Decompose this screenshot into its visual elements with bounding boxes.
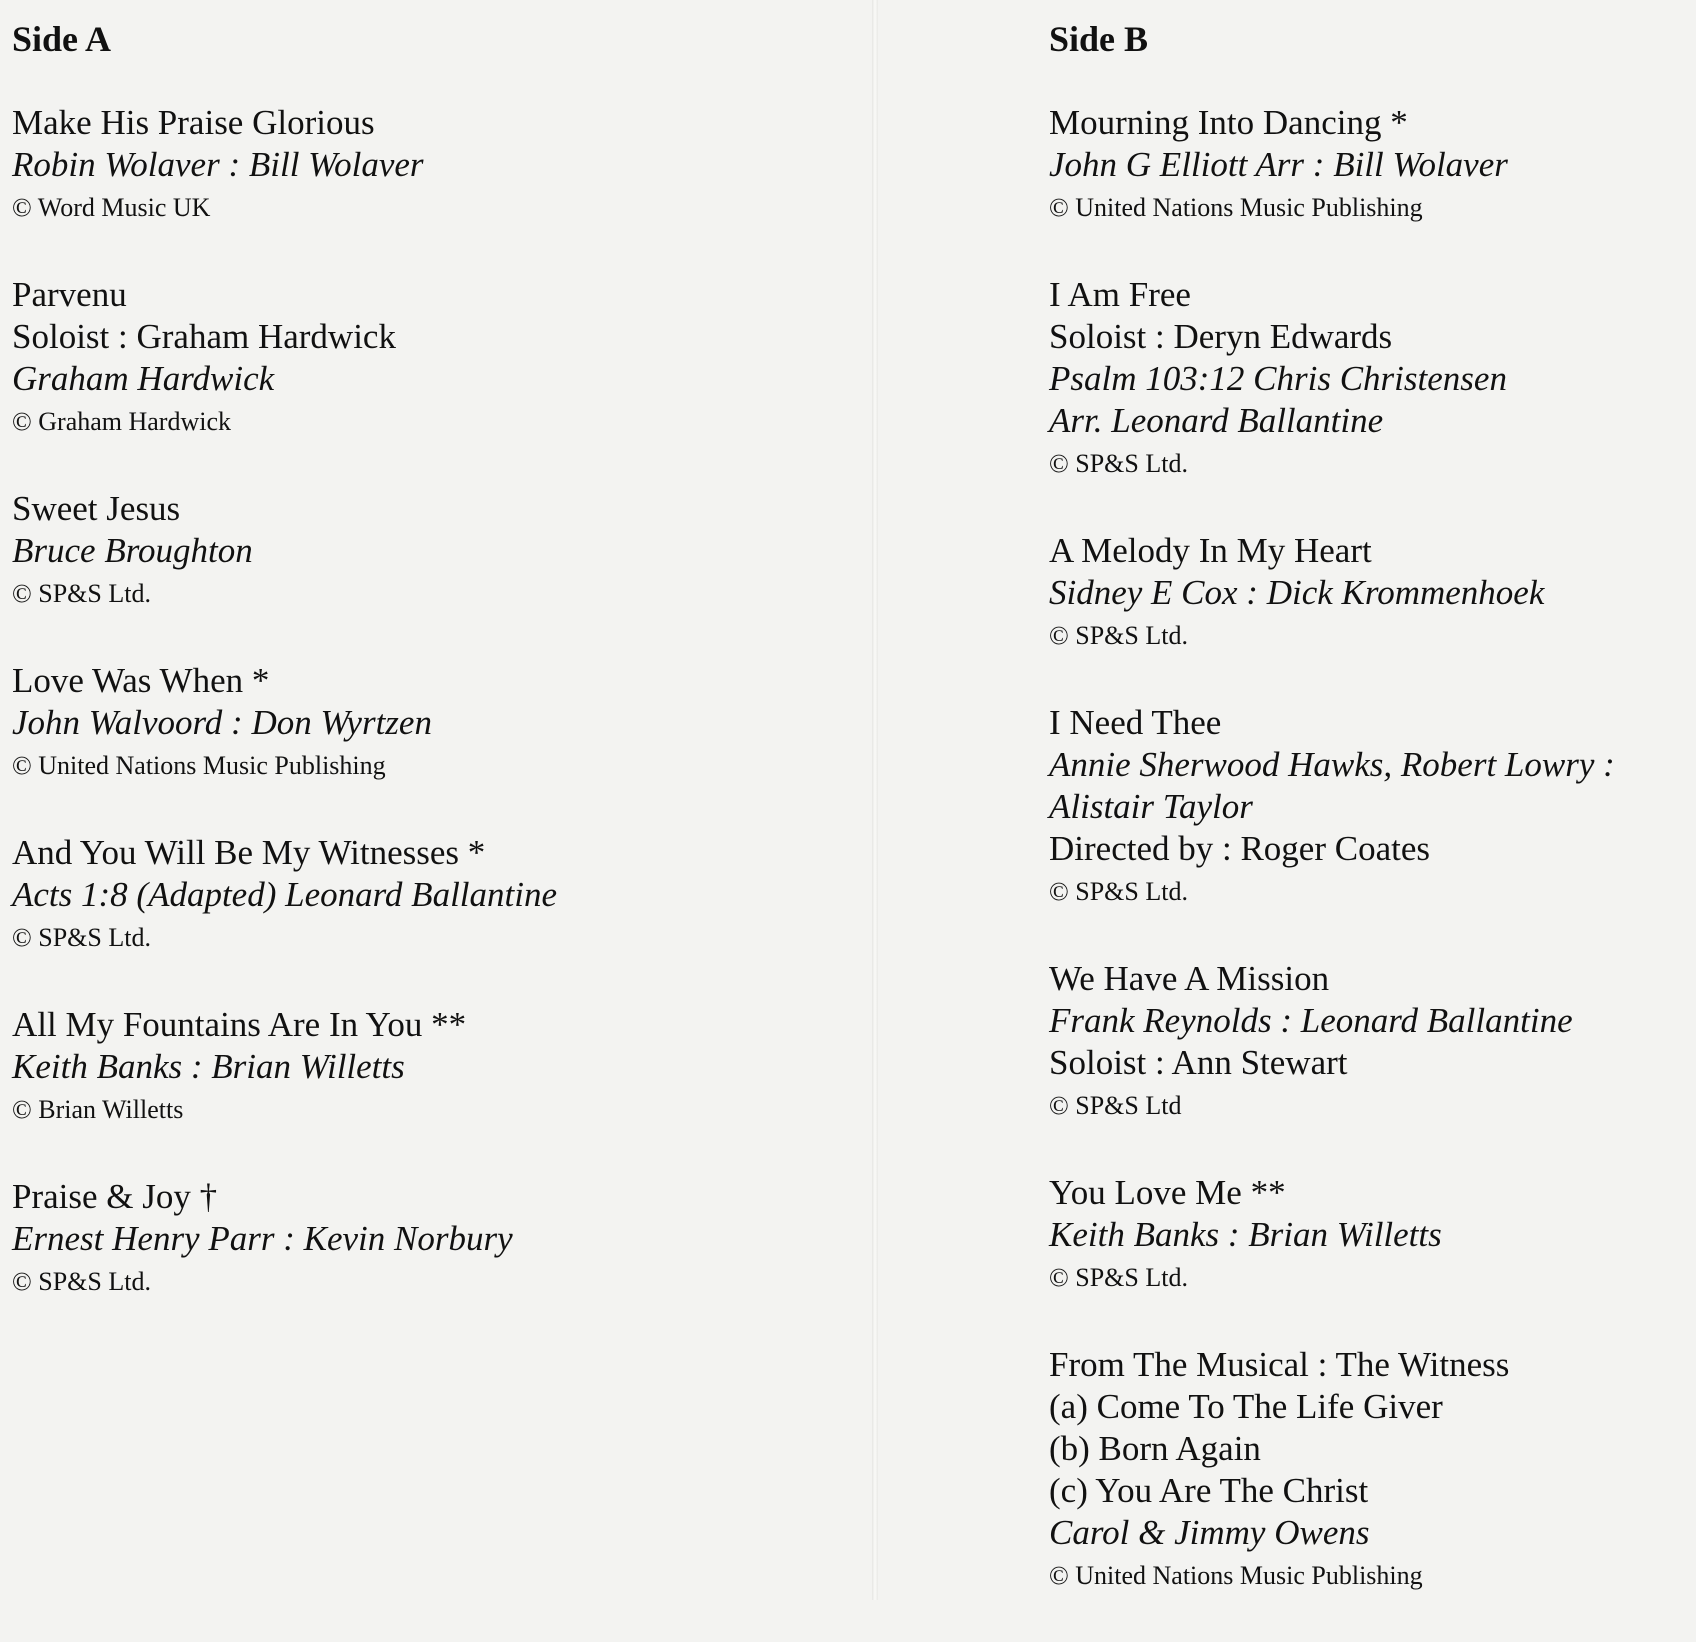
track-title-line: From The Musical : The Witness: [1049, 1345, 1510, 1384]
track-title-line: (b) Born Again: [1049, 1429, 1261, 1468]
track-title-line: Mourning Into Dancing *: [1049, 103, 1408, 142]
track-entry: [1049, 530, 1689, 658]
track-entry: [12, 1176, 812, 1304]
track-entry: [1049, 1344, 1689, 1598]
side-b-track-list: [1049, 102, 1689, 1598]
track-entry: [12, 660, 812, 788]
track-copyright: © SP&S Ltd.: [1049, 877, 1188, 906]
track-credit: Ernest Henry Parr : Kevin Norbury: [12, 1219, 513, 1258]
track-copyright: © SP&S Ltd.: [1049, 1263, 1188, 1292]
track-credit: Keith Banks : Brian Willetts: [12, 1047, 405, 1086]
track-entry: [12, 274, 812, 444]
side-b-heading: Side B: [1049, 19, 1149, 59]
track-entry: [1049, 958, 1689, 1128]
track-credit: Bruce Broughton: [12, 531, 253, 570]
track-copyright: © SP&S Ltd.: [1049, 449, 1188, 478]
track-copyright: © United Nations Music Publishing: [1049, 193, 1423, 222]
track-title-line: And You Will Be My Witnesses *: [12, 833, 486, 872]
track-title-line: Love Was When *: [12, 661, 270, 700]
side-a-heading: Side A: [12, 19, 112, 59]
track-entry: [12, 832, 812, 960]
side-a-panel: [12, 18, 812, 1348]
track-title-line: (a) Come To The Life Giver: [1049, 1387, 1443, 1426]
track-title-line: All My Fountains Are In You **: [12, 1005, 467, 1044]
track-title-line: Directed by : Roger Coates: [1049, 829, 1431, 868]
track-credit: Frank Reynolds : Leonard Ballantine: [1049, 1001, 1573, 1040]
track-credit: Carol & Jimmy Owens: [1049, 1513, 1370, 1552]
track-credit: Sidney E Cox : Dick Krommenhoek: [1049, 573, 1545, 612]
track-title-line: You Love Me **: [1049, 1173, 1286, 1212]
track-credit: Robin Wolaver : Bill Wolaver: [12, 145, 424, 184]
track-title-line: Soloist : Graham Hardwick: [12, 317, 396, 356]
track-credit: Keith Banks : Brian Willetts: [1049, 1215, 1442, 1254]
track-credit: Psalm 103:12 Chris Christensen: [1049, 359, 1507, 398]
track-copyright: © SP&S Ltd: [1049, 1091, 1182, 1120]
track-title-line: Soloist : Ann Stewart: [1049, 1043, 1348, 1082]
track-copyright: © Word Music UK: [12, 193, 211, 222]
track-entry: [12, 102, 812, 230]
side-a-track-list: [12, 102, 812, 1304]
track-entry: [1049, 274, 1689, 486]
track-credit: Graham Hardwick: [12, 359, 275, 398]
track-title-line: Parvenu: [12, 275, 127, 314]
track-copyright: © SP&S Ltd.: [12, 579, 151, 608]
track-entry: [12, 488, 812, 616]
track-credit: John G Elliott Arr : Bill Wolaver: [1049, 145, 1508, 184]
track-credit: Annie Sherwood Hawks, Robert Lowry :: [1049, 745, 1615, 784]
track-copyright: © SP&S Ltd.: [1049, 621, 1188, 650]
track-credit: Arr. Leonard Ballantine: [1049, 401, 1384, 440]
track-title-line: I Am Free: [1049, 275, 1191, 314]
track-credit: John Walvoord : Don Wyrtzen: [12, 703, 432, 742]
track-title-line: Praise & Joy †: [12, 1177, 218, 1216]
track-copyright: © Graham Hardwick: [12, 407, 232, 436]
track-copyright: © Brian Willetts: [12, 1095, 184, 1124]
track-title-line: We Have A Mission: [1049, 959, 1330, 998]
track-title-line: A Melody In My Heart: [1049, 531, 1372, 570]
track-copyright: © United Nations Music Publishing: [12, 751, 386, 780]
track-entry: [1049, 1172, 1689, 1300]
track-title-line: (c) You Are The Christ: [1049, 1471, 1369, 1510]
track-title-line: I Need Thee: [1049, 703, 1222, 742]
track-entry: [1049, 102, 1689, 230]
track-credit: Acts 1:8 (Adapted) Leonard Ballantine: [12, 875, 557, 914]
page-fold: [872, 0, 878, 1600]
track-entry: [12, 1004, 812, 1132]
track-copyright: © United Nations Music Publishing: [1049, 1561, 1423, 1590]
track-title-line: Sweet Jesus: [12, 489, 181, 528]
track-title-line: Soloist : Deryn Edwards: [1049, 317, 1393, 356]
track-copyright: © SP&S Ltd.: [12, 923, 151, 952]
track-title-line: Make His Praise Glorious: [12, 103, 375, 142]
track-credit: Alistair Taylor: [1049, 787, 1253, 826]
track-copyright: © SP&S Ltd.: [12, 1267, 151, 1296]
side-b-panel: [1049, 18, 1689, 1642]
track-entry: [1049, 702, 1689, 914]
